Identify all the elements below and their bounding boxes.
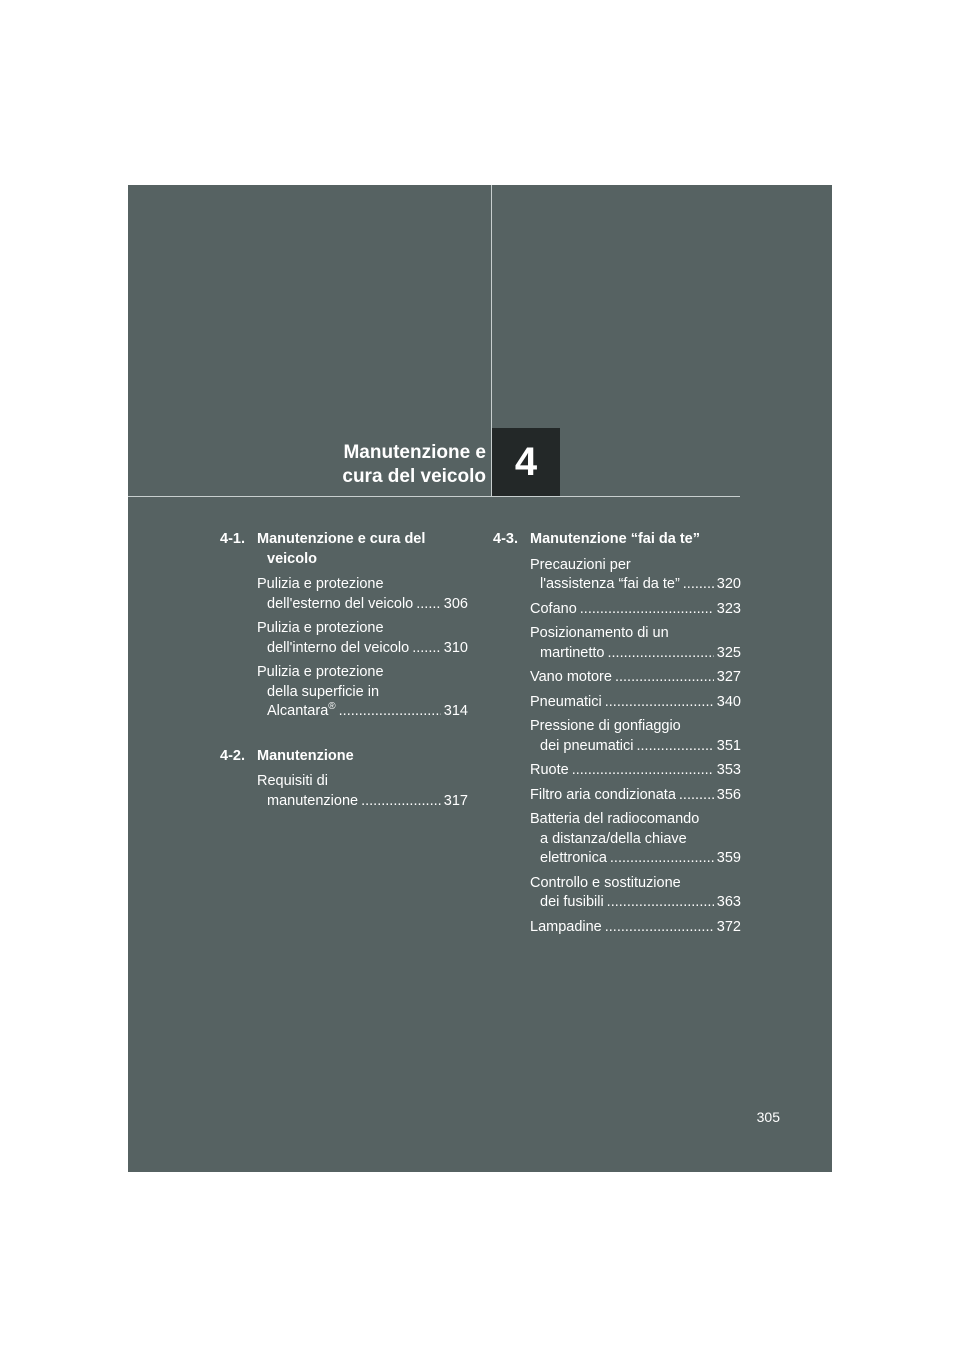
entry-text: elettronica xyxy=(540,850,607,866)
dot-leader xyxy=(339,702,441,722)
entry-page: 325 xyxy=(716,644,741,661)
section-title: Manutenzione xyxy=(257,747,354,764)
dot-leader xyxy=(683,575,714,595)
section-number: 4-1. xyxy=(220,531,245,547)
toc-entry[interactable] xyxy=(493,668,741,688)
horizontal-divider xyxy=(128,496,740,497)
entry-last-line xyxy=(530,849,741,869)
entry-last-line xyxy=(530,737,741,757)
entry-text: martinetto xyxy=(540,644,605,661)
section-title-line1: Manutenzione e cura del xyxy=(257,531,426,547)
section-number: 4-3. xyxy=(493,531,518,547)
entry-text xyxy=(267,702,336,722)
toc-entry[interactable] xyxy=(493,761,741,781)
dot-leader xyxy=(607,644,713,664)
toc-entry[interactable] xyxy=(220,619,468,658)
entry-page: 340 xyxy=(716,693,741,710)
toc-section-4-3[interactable] xyxy=(493,530,741,550)
section-title: Manutenzione “fai da te” xyxy=(530,531,700,547)
entry-last-line xyxy=(530,600,741,620)
toc-section-4-2[interactable] xyxy=(220,747,468,767)
entry-last-line xyxy=(530,668,741,688)
entry-last-line xyxy=(257,595,468,615)
entry-text: Filtro aria condizionata xyxy=(530,786,676,803)
toc-entry[interactable] xyxy=(493,556,741,595)
entry-line: Pulizia e protezione xyxy=(257,620,384,636)
entry-page: 359 xyxy=(716,850,741,866)
entry-text: Lampadine xyxy=(530,918,602,935)
chapter-number: 4 xyxy=(514,439,538,484)
entry-page: 372 xyxy=(716,918,741,935)
dot-leader xyxy=(610,849,714,869)
entry-text: dell'interno del veicolo xyxy=(267,639,410,656)
toc-entry[interactable] xyxy=(493,874,741,913)
section-title-line2: veicolo xyxy=(267,550,317,567)
entry-last-line xyxy=(530,893,741,913)
toc-entry[interactable] xyxy=(220,772,468,811)
section-number: 4-2. xyxy=(220,747,245,764)
entry-last-line xyxy=(530,761,741,781)
entry-text: dei pneumatici xyxy=(540,737,634,754)
dot-leader xyxy=(416,595,441,615)
entry-page: 351 xyxy=(716,737,741,754)
entry-last-line xyxy=(530,693,741,713)
entry-text: dell'esterno del veicolo xyxy=(267,595,414,612)
toc-entry[interactable] xyxy=(220,663,468,722)
section-title xyxy=(257,530,468,569)
dot-leader xyxy=(580,600,714,620)
toc-entry[interactable] xyxy=(493,717,741,756)
entry-page: 314 xyxy=(443,703,468,719)
entry-text: Ruote xyxy=(530,762,569,778)
entry-text: dei fusibili xyxy=(540,894,604,910)
entry-line: Pulizia e protezione xyxy=(257,576,384,592)
entry-last-line xyxy=(530,918,741,938)
chapter-number-box xyxy=(492,428,560,496)
entry-last-line xyxy=(530,786,741,806)
toc-entry[interactable] xyxy=(493,810,741,869)
entry-page: 323 xyxy=(716,600,741,617)
toc-entry[interactable] xyxy=(493,786,741,806)
toc-entry[interactable] xyxy=(493,918,741,938)
entry-line: Pressione di gonfiaggio xyxy=(530,718,681,734)
entry-page: 327 xyxy=(716,669,741,685)
entry-text: manutenzione xyxy=(267,792,359,809)
entry-page: 353 xyxy=(716,762,741,778)
toc-entry[interactable] xyxy=(220,575,468,614)
entry-text: Cofano xyxy=(530,600,577,617)
entry-last-line xyxy=(257,702,468,722)
toc-entry[interactable] xyxy=(493,600,741,620)
entry-line: della superficie in xyxy=(267,683,380,700)
entry-line: Requisiti di xyxy=(257,773,328,789)
entry-line: Posizionamento di un xyxy=(530,625,669,641)
entry-line: Controllo e sostituzione xyxy=(530,874,681,891)
entry-page: 310 xyxy=(443,639,468,656)
registered-mark: ® xyxy=(328,701,336,713)
dot-leader xyxy=(605,918,714,938)
entry-text: Vano motore xyxy=(530,669,612,685)
toc-column-right xyxy=(493,530,741,942)
entry-last-line xyxy=(530,575,741,595)
toc-section-4-1[interactable] xyxy=(220,530,468,569)
entry-line: Pulizia e protezione xyxy=(257,664,384,680)
entry-line: a distanza/della chiave xyxy=(540,830,687,847)
dot-leader xyxy=(679,786,714,806)
entry-page: 306 xyxy=(443,595,468,612)
entry-page: 317 xyxy=(443,792,468,809)
toc-entry[interactable] xyxy=(493,624,741,663)
page-number: 305 xyxy=(756,1109,780,1125)
entry-line: Precauzioni per xyxy=(530,556,631,573)
entry-page: 363 xyxy=(716,894,741,910)
entry-page: 356 xyxy=(716,786,741,803)
toc-column-left xyxy=(220,530,468,816)
dot-leader xyxy=(637,737,714,757)
entry-last-line xyxy=(530,644,741,664)
chapter-title-line2: cura del veicolo xyxy=(342,466,486,487)
dot-leader xyxy=(412,639,441,659)
entry-text-main: Alcantara xyxy=(267,703,329,719)
dot-leader xyxy=(361,792,441,812)
entry-page: 320 xyxy=(716,576,741,592)
entry-last-line xyxy=(257,792,468,812)
dot-leader xyxy=(572,761,714,781)
entry-text: l'assistenza “fai da te” xyxy=(540,576,680,592)
dot-leader xyxy=(607,893,714,913)
dot-leader xyxy=(605,693,714,713)
toc-entry[interactable] xyxy=(493,693,741,713)
entry-line: Batteria del radiocomando xyxy=(530,811,700,827)
entry-text: Pneumatici xyxy=(530,693,602,710)
dot-leader xyxy=(615,668,714,688)
chapter-title xyxy=(186,441,486,489)
chapter-title-line1: Manutenzione e xyxy=(343,442,486,463)
entry-last-line xyxy=(257,639,468,659)
